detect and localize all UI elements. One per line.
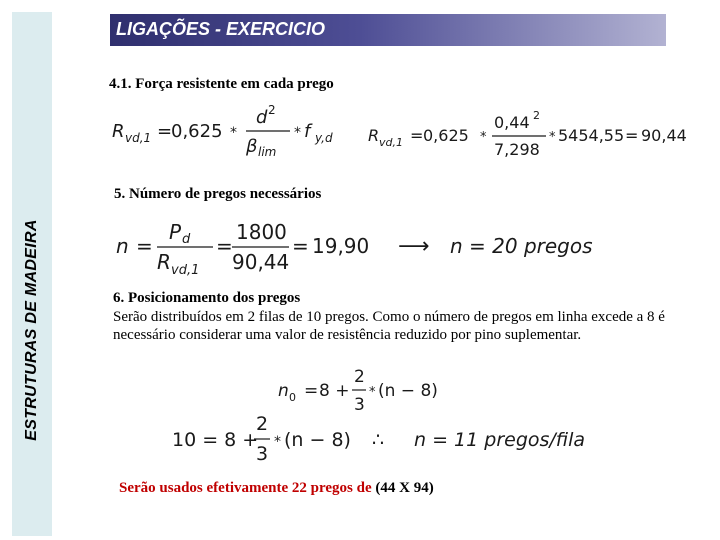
eq-rest: (n − 8) xyxy=(284,429,351,451)
eq-den: 7,298 xyxy=(494,140,540,159)
eq-num: 2 xyxy=(256,413,269,435)
eq-equals-2: = xyxy=(625,126,639,145)
arrow-right-icon: ⟶ xyxy=(398,234,430,259)
eq-const: 0,625 xyxy=(423,126,469,145)
eq-equals: = xyxy=(304,381,319,401)
eq-value: 19,90 xyxy=(312,234,370,258)
eq-lhs: n xyxy=(278,381,289,401)
title-bar xyxy=(110,14,666,46)
sidebar-label: ESTRUTURAS DE MADEIRA xyxy=(23,219,40,441)
paragraph-6: Serão distribuídos em 2 filas de 10 pregos. Como o número de pregos em linha excede a 8 é necessário considerar uma valor de resistência reduzido por pino suplementar. xyxy=(113,309,665,343)
conclusion-main: Serão usados efetivamente 22 pregos de xyxy=(119,480,372,496)
conclusion-text xyxy=(119,480,434,497)
eq-equals: = xyxy=(136,234,153,258)
eq-const: 0,625 xyxy=(171,121,223,142)
eq-times: * xyxy=(274,434,281,450)
eq-rest: (n − 8) xyxy=(378,381,438,401)
therefore-icon: ∴ xyxy=(372,429,385,451)
eq-lhs: R xyxy=(112,121,125,142)
eq-lhs: R xyxy=(368,126,380,145)
eq-num: 2 xyxy=(354,367,365,387)
eq-num1-sub: d xyxy=(182,232,191,247)
eq-equals: = xyxy=(157,121,173,142)
eq-times-2: * xyxy=(294,125,301,141)
equation-number-nails xyxy=(112,212,602,278)
eq-times-2: * xyxy=(549,130,556,145)
equation-reduced xyxy=(276,364,456,416)
eq-num-sup: 2 xyxy=(268,103,276,117)
eq-num2: 1800 xyxy=(236,220,287,244)
eq-num-sup: 2 xyxy=(533,109,540,122)
eq-den: 3 xyxy=(354,395,365,415)
eq-result: n = 20 pregos xyxy=(450,234,593,258)
equation-force-numeric xyxy=(366,108,706,164)
eq-equals: = xyxy=(410,126,424,145)
eq-den1-sub: vd,1 xyxy=(171,263,200,278)
eq-factor: f xyxy=(304,121,311,142)
heading-6: 6. Posicionamento dos pregos xyxy=(113,290,301,306)
eq-result: 90,44 xyxy=(641,126,687,145)
eq-lhs: n xyxy=(116,234,129,258)
heading-4-1: 4.1. Força resistente em cada prego xyxy=(109,76,334,92)
eq-equals-2: = xyxy=(216,234,233,258)
eq-term: 8 + xyxy=(319,381,350,401)
eq-times: * xyxy=(369,385,376,400)
eq-den2: 90,44 xyxy=(232,250,290,274)
equation-force-general xyxy=(108,100,358,164)
eq-den-sub: lim xyxy=(258,145,277,159)
eq-times: * xyxy=(230,125,237,141)
eq-num: d xyxy=(256,107,268,128)
eq-equals-3: = xyxy=(292,234,309,258)
eq-den: β xyxy=(246,136,258,157)
eq-result: n = 11 pregos/fila xyxy=(414,429,585,451)
eq-lhs: 10 = 8 + xyxy=(172,429,259,451)
eq-den: 3 xyxy=(256,443,269,465)
eq-den1: R xyxy=(157,250,171,274)
page-title: LIGAÇÕES - EXERCICIO xyxy=(116,19,326,39)
eq-num: 0,44 xyxy=(494,113,530,132)
conclusion-dimensions: (44 X 94) xyxy=(375,480,434,496)
eq-lhs-sub: vd,1 xyxy=(379,136,403,149)
eq-num1: P xyxy=(169,220,182,244)
equation-nails-per-row xyxy=(170,410,610,466)
eq-lhs-sub: 0 xyxy=(289,391,296,404)
eq-lhs-sub: vd,1 xyxy=(125,131,152,145)
eq-times: * xyxy=(480,130,487,145)
eq-factor-sub: y,d xyxy=(315,131,333,145)
heading-5: 5. Número de pregos necessários xyxy=(114,186,322,202)
eq-factor: 5454,55 xyxy=(558,126,625,145)
